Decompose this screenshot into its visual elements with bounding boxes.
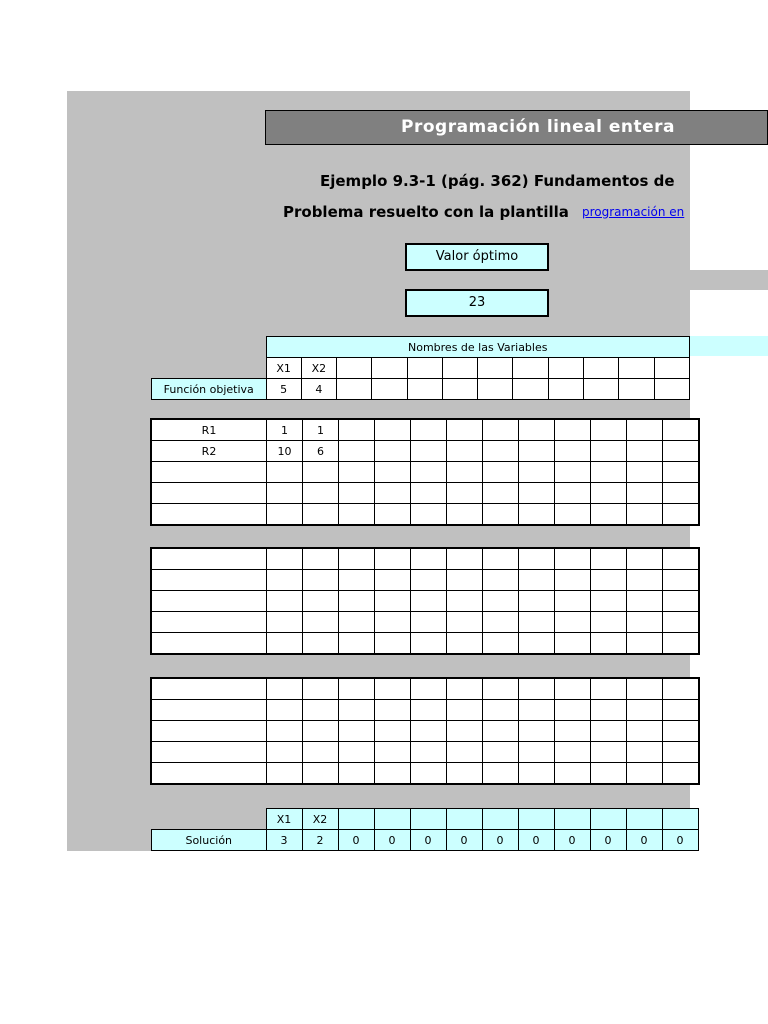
empty-cell[interactable] bbox=[152, 504, 267, 525]
empty-cell[interactable] bbox=[303, 721, 339, 742]
objective-table bbox=[151, 336, 690, 400]
constraint-row bbox=[152, 420, 699, 441]
solution-value: 0 bbox=[374, 830, 410, 851]
empty-cell[interactable] bbox=[483, 483, 519, 504]
empty-cell[interactable] bbox=[303, 633, 339, 654]
empty-cell[interactable] bbox=[519, 763, 555, 784]
empty-cell[interactable] bbox=[447, 679, 483, 700]
empty-cell[interactable] bbox=[267, 763, 303, 784]
empty-cell[interactable] bbox=[339, 700, 375, 721]
empty-cell[interactable] bbox=[339, 591, 375, 612]
empty-row bbox=[152, 612, 699, 633]
empty-cell[interactable] bbox=[519, 504, 555, 525]
solution-value: 0 bbox=[518, 830, 554, 851]
empty-cell[interactable] bbox=[267, 462, 303, 483]
empty-cell[interactable] bbox=[152, 570, 267, 591]
empty-cell[interactable] bbox=[663, 679, 699, 700]
empty-cell[interactable] bbox=[267, 549, 303, 570]
empty-cell[interactable] bbox=[627, 679, 663, 700]
empty-cell[interactable] bbox=[339, 549, 375, 570]
empty-cell[interactable] bbox=[339, 462, 375, 483]
empty-cell[interactable] bbox=[411, 742, 447, 763]
empty-cell[interactable] bbox=[519, 462, 555, 483]
empty-cell[interactable] bbox=[483, 612, 519, 633]
empty-cell[interactable] bbox=[339, 483, 375, 504]
empty-constraints-block bbox=[151, 678, 699, 784]
empty-cell[interactable] bbox=[627, 742, 663, 763]
empty-cell[interactable] bbox=[411, 462, 447, 483]
empty-cell[interactable] bbox=[447, 504, 483, 525]
empty-cell[interactable] bbox=[555, 483, 591, 504]
empty-cell[interactable] bbox=[375, 700, 411, 721]
empty-cell[interactable] bbox=[411, 700, 447, 721]
empty-cell[interactable] bbox=[627, 504, 663, 525]
solution-value: 0 bbox=[482, 830, 518, 851]
empty-cell[interactable] bbox=[483, 742, 519, 763]
empty-cell[interactable] bbox=[447, 549, 483, 570]
empty-cell[interactable] bbox=[303, 570, 339, 591]
constraints-table bbox=[151, 419, 699, 525]
empty-cell[interactable] bbox=[663, 763, 699, 784]
empty-cell[interactable] bbox=[555, 462, 591, 483]
empty-cell[interactable] bbox=[411, 763, 447, 784]
empty-cell[interactable] bbox=[591, 700, 627, 721]
empty-cell[interactable] bbox=[447, 742, 483, 763]
empty-row bbox=[152, 549, 699, 570]
empty-cell[interactable] bbox=[303, 462, 339, 483]
empty-cell[interactable] bbox=[303, 504, 339, 525]
solution-table bbox=[151, 808, 699, 851]
empty-cell[interactable] bbox=[555, 742, 591, 763]
empty-cell[interactable] bbox=[411, 570, 447, 591]
empty-cell[interactable] bbox=[591, 679, 627, 700]
empty-cell[interactable] bbox=[555, 721, 591, 742]
objective-coefficient[interactable]: 5 bbox=[266, 379, 301, 400]
empty-cell[interactable] bbox=[267, 721, 303, 742]
constraint-coefficient[interactable]: 1 bbox=[303, 420, 339, 441]
solution-label: Solución bbox=[152, 830, 267, 851]
template-link[interactable]: programación en bbox=[582, 205, 685, 219]
empty-cell[interactable] bbox=[303, 483, 339, 504]
empty-cell[interactable] bbox=[663, 633, 699, 654]
variable-name-cell[interactable]: X2 bbox=[301, 358, 336, 379]
empty-cell[interactable] bbox=[447, 763, 483, 784]
empty-row bbox=[152, 742, 699, 763]
empty-cell[interactable] bbox=[627, 633, 663, 654]
objective-label: Función objetiva bbox=[152, 379, 267, 400]
empty-cell[interactable] bbox=[411, 591, 447, 612]
optimal-value-box: 23 bbox=[405, 289, 549, 317]
solution-value: 0 bbox=[410, 830, 446, 851]
empty-cell[interactable] bbox=[267, 570, 303, 591]
empty-cell[interactable] bbox=[447, 633, 483, 654]
empty-cell[interactable] bbox=[519, 591, 555, 612]
empty-cell[interactable] bbox=[663, 700, 699, 721]
empty-cell[interactable] bbox=[375, 549, 411, 570]
empty-cell[interactable] bbox=[627, 700, 663, 721]
empty-cell[interactable] bbox=[483, 504, 519, 525]
empty-cell[interactable] bbox=[483, 633, 519, 654]
empty-cell[interactable] bbox=[627, 721, 663, 742]
empty-cell[interactable] bbox=[591, 591, 627, 612]
empty-cell[interactable] bbox=[627, 763, 663, 784]
empty-cell[interactable] bbox=[152, 549, 267, 570]
empty-cell[interactable] bbox=[303, 549, 339, 570]
empty-cell[interactable] bbox=[663, 483, 699, 504]
empty-cell[interactable] bbox=[519, 612, 555, 633]
solution-value: 0 bbox=[626, 830, 662, 851]
empty-cell[interactable] bbox=[152, 483, 267, 504]
empty-cell[interactable] bbox=[339, 570, 375, 591]
empty-cell[interactable] bbox=[627, 549, 663, 570]
empty-cell[interactable] bbox=[411, 504, 447, 525]
empty-cell[interactable] bbox=[663, 549, 699, 570]
solution-value: 0 bbox=[590, 830, 626, 851]
empty-cell[interactable] bbox=[627, 462, 663, 483]
empty-cell[interactable] bbox=[519, 679, 555, 700]
empty-cell[interactable] bbox=[663, 462, 699, 483]
empty-cell[interactable] bbox=[303, 742, 339, 763]
empty-cell[interactable] bbox=[267, 591, 303, 612]
empty-cell[interactable] bbox=[591, 633, 627, 654]
empty-cell[interactable] bbox=[555, 633, 591, 654]
empty-cell[interactable] bbox=[663, 591, 699, 612]
empty-row bbox=[152, 700, 699, 721]
empty-cell[interactable] bbox=[591, 549, 627, 570]
empty-cell[interactable] bbox=[411, 612, 447, 633]
empty-cell[interactable] bbox=[447, 462, 483, 483]
empty-cell[interactable] bbox=[519, 742, 555, 763]
constraint-coefficient[interactable]: 6 bbox=[303, 441, 339, 462]
empty-cell[interactable] bbox=[447, 483, 483, 504]
empty-cell[interactable] bbox=[267, 612, 303, 633]
empty-cell[interactable] bbox=[339, 763, 375, 784]
empty-cell[interactable] bbox=[483, 679, 519, 700]
empty-cell[interactable] bbox=[555, 679, 591, 700]
empty-cell[interactable] bbox=[519, 483, 555, 504]
solution-value: 0 bbox=[662, 830, 698, 851]
empty-cell[interactable] bbox=[627, 591, 663, 612]
cyan-band bbox=[690, 336, 768, 356]
empty-cell[interactable] bbox=[152, 721, 267, 742]
empty-cell[interactable] bbox=[375, 504, 411, 525]
empty-row bbox=[152, 462, 699, 483]
objective-coefficient[interactable]: 4 bbox=[301, 379, 336, 400]
empty-row bbox=[152, 721, 699, 742]
empty-cell[interactable] bbox=[663, 570, 699, 591]
empty-cell[interactable] bbox=[339, 612, 375, 633]
empty-cell[interactable] bbox=[339, 504, 375, 525]
empty-cell[interactable] bbox=[375, 591, 411, 612]
empty-cell[interactable] bbox=[411, 679, 447, 700]
empty-cell[interactable] bbox=[555, 612, 591, 633]
solution-value: 3 bbox=[266, 830, 302, 851]
empty-cell[interactable] bbox=[591, 483, 627, 504]
empty-cell[interactable] bbox=[519, 570, 555, 591]
empty-cell[interactable] bbox=[411, 721, 447, 742]
empty-cell[interactable] bbox=[447, 700, 483, 721]
empty-cell[interactable] bbox=[267, 633, 303, 654]
empty-cell[interactable] bbox=[152, 742, 267, 763]
empty-cell[interactable] bbox=[483, 721, 519, 742]
optimal-label-box: Valor óptimo bbox=[405, 243, 549, 271]
empty-cell[interactable] bbox=[627, 570, 663, 591]
title-bar bbox=[265, 110, 768, 145]
empty-cell[interactable] bbox=[267, 679, 303, 700]
empty-cell[interactable] bbox=[591, 504, 627, 525]
example-heading: Ejemplo 9.3-1 (pág. 362) Fundamentos de bbox=[320, 172, 675, 190]
empty-cell[interactable] bbox=[339, 742, 375, 763]
empty-cell[interactable] bbox=[519, 721, 555, 742]
empty-cell[interactable] bbox=[339, 679, 375, 700]
solution-value: 0 bbox=[338, 830, 374, 851]
empty-cell[interactable] bbox=[447, 721, 483, 742]
constraint-coefficient[interactable]: 10 bbox=[267, 441, 303, 462]
empty-row bbox=[152, 763, 699, 784]
empty-cell[interactable] bbox=[627, 612, 663, 633]
empty-cell[interactable] bbox=[663, 721, 699, 742]
empty-cell[interactable] bbox=[591, 570, 627, 591]
empty-cell[interactable] bbox=[591, 763, 627, 784]
empty-cell[interactable] bbox=[483, 591, 519, 612]
gray-band bbox=[690, 270, 768, 290]
empty-cell[interactable] bbox=[627, 483, 663, 504]
empty-cell[interactable] bbox=[152, 612, 267, 633]
empty-cell[interactable] bbox=[591, 742, 627, 763]
empty-constraints-block bbox=[151, 548, 699, 654]
empty-cell[interactable] bbox=[152, 679, 267, 700]
template-heading: Problema resuelto con la plantilla bbox=[283, 203, 569, 221]
solution-value: 2 bbox=[302, 830, 338, 851]
empty-row bbox=[152, 591, 699, 612]
constraint-row bbox=[152, 441, 699, 462]
empty-cell[interactable] bbox=[447, 612, 483, 633]
solution-variable-name: X2 bbox=[302, 809, 338, 830]
empty-cell[interactable] bbox=[375, 742, 411, 763]
variables-header: Nombres de las Variables bbox=[266, 337, 690, 358]
empty-cell[interactable] bbox=[663, 612, 699, 633]
empty-cell[interactable] bbox=[339, 721, 375, 742]
empty-cell[interactable] bbox=[152, 633, 267, 654]
empty-cell[interactable] bbox=[663, 504, 699, 525]
empty-cell[interactable] bbox=[447, 591, 483, 612]
empty-cell[interactable] bbox=[375, 612, 411, 633]
empty-cell[interactable] bbox=[339, 633, 375, 654]
empty-cell[interactable] bbox=[483, 462, 519, 483]
empty-cell[interactable] bbox=[375, 483, 411, 504]
empty-cell[interactable] bbox=[303, 679, 339, 700]
empty-cell[interactable] bbox=[152, 700, 267, 721]
empty-cell[interactable] bbox=[303, 591, 339, 612]
empty-cell[interactable] bbox=[519, 633, 555, 654]
empty-cell[interactable] bbox=[411, 549, 447, 570]
empty-cell[interactable] bbox=[375, 570, 411, 591]
empty-cell[interactable] bbox=[555, 504, 591, 525]
empty-row bbox=[152, 633, 699, 654]
constraint-name[interactable]: R1 bbox=[152, 420, 267, 441]
empty-cell[interactable] bbox=[555, 549, 591, 570]
empty-cell[interactable] bbox=[483, 549, 519, 570]
empty-cell[interactable] bbox=[411, 483, 447, 504]
empty-cell[interactable] bbox=[555, 570, 591, 591]
solution-value: 0 bbox=[446, 830, 482, 851]
empty-cell[interactable] bbox=[267, 504, 303, 525]
empty-cell[interactable] bbox=[519, 549, 555, 570]
empty-cell[interactable] bbox=[555, 763, 591, 784]
empty-cell[interactable] bbox=[152, 591, 267, 612]
empty-cell[interactable] bbox=[303, 763, 339, 784]
empty-cell[interactable] bbox=[375, 462, 411, 483]
empty-cell[interactable] bbox=[591, 612, 627, 633]
empty-cell[interactable] bbox=[447, 570, 483, 591]
constraint-coefficient[interactable]: 1 bbox=[267, 420, 303, 441]
empty-cell[interactable] bbox=[267, 483, 303, 504]
solution-value: 0 bbox=[554, 830, 590, 851]
empty-cell[interactable] bbox=[483, 763, 519, 784]
constraint-name[interactable]: R2 bbox=[152, 441, 267, 462]
empty-cell[interactable] bbox=[483, 700, 519, 721]
empty-cell[interactable] bbox=[483, 570, 519, 591]
empty-cell[interactable] bbox=[591, 721, 627, 742]
empty-cell[interactable] bbox=[555, 591, 591, 612]
empty-cell[interactable] bbox=[152, 763, 267, 784]
solution-variable-name: X1 bbox=[266, 809, 302, 830]
empty-row bbox=[152, 570, 699, 591]
variable-name-cell[interactable]: X1 bbox=[266, 358, 301, 379]
empty-row bbox=[152, 504, 699, 525]
page-title: Programación lineal entera bbox=[401, 117, 675, 137]
empty-cell[interactable] bbox=[591, 462, 627, 483]
empty-cell[interactable] bbox=[375, 721, 411, 742]
empty-cell[interactable] bbox=[267, 700, 303, 721]
empty-cell[interactable] bbox=[411, 633, 447, 654]
empty-row bbox=[152, 679, 699, 700]
empty-cell[interactable] bbox=[519, 700, 555, 721]
empty-cell[interactable] bbox=[375, 633, 411, 654]
empty-cell[interactable] bbox=[375, 679, 411, 700]
empty-cell[interactable] bbox=[375, 763, 411, 784]
empty-cell[interactable] bbox=[152, 462, 267, 483]
empty-row bbox=[152, 483, 699, 504]
empty-cell[interactable] bbox=[663, 742, 699, 763]
empty-cell[interactable] bbox=[303, 612, 339, 633]
empty-cell[interactable] bbox=[267, 742, 303, 763]
empty-cell[interactable] bbox=[555, 700, 591, 721]
empty-cell[interactable] bbox=[303, 700, 339, 721]
